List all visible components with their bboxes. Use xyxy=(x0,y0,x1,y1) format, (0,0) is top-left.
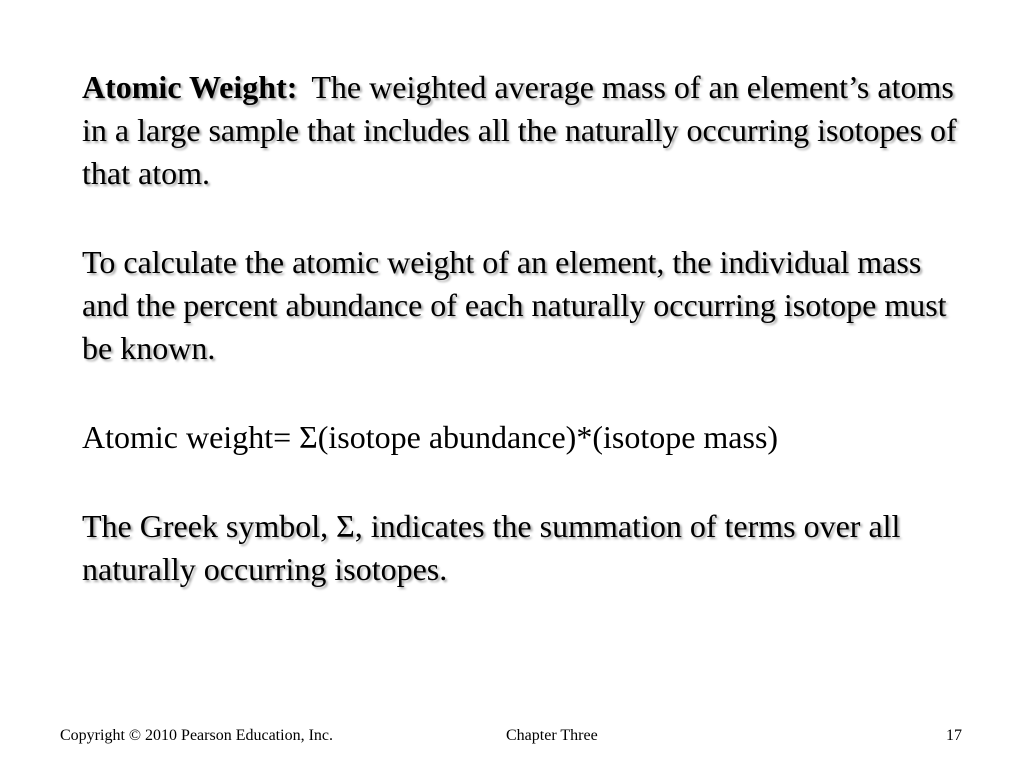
calculation-paragraph: To calculate the atomic weight of an element, the individual mass and the percent abundance of each naturally occurring isotope must be known. xyxy=(82,244,947,366)
formula-paragraph: Atomic weight= Σ(isotope abundance)*(isotope mass) xyxy=(82,419,779,455)
footer-copyright: Copyright © 2010 Pearson Education, Inc. xyxy=(60,727,333,744)
slide-content xyxy=(82,66,962,591)
sigma-explanation-paragraph: The Greek symbol, Σ, indicates the summation of terms over all naturally occurring isotopes. xyxy=(82,508,901,587)
definition-text: The weighted average mass of an element’s atoms in a large sample that includes all the naturally occurring isotopes of that atom. xyxy=(82,69,957,191)
definition-paragraph xyxy=(82,66,962,195)
footer-page-number: 17 xyxy=(946,727,962,744)
definition-term: Atomic Weight: xyxy=(82,69,298,105)
footer-chapter: Chapter Three xyxy=(506,727,598,744)
